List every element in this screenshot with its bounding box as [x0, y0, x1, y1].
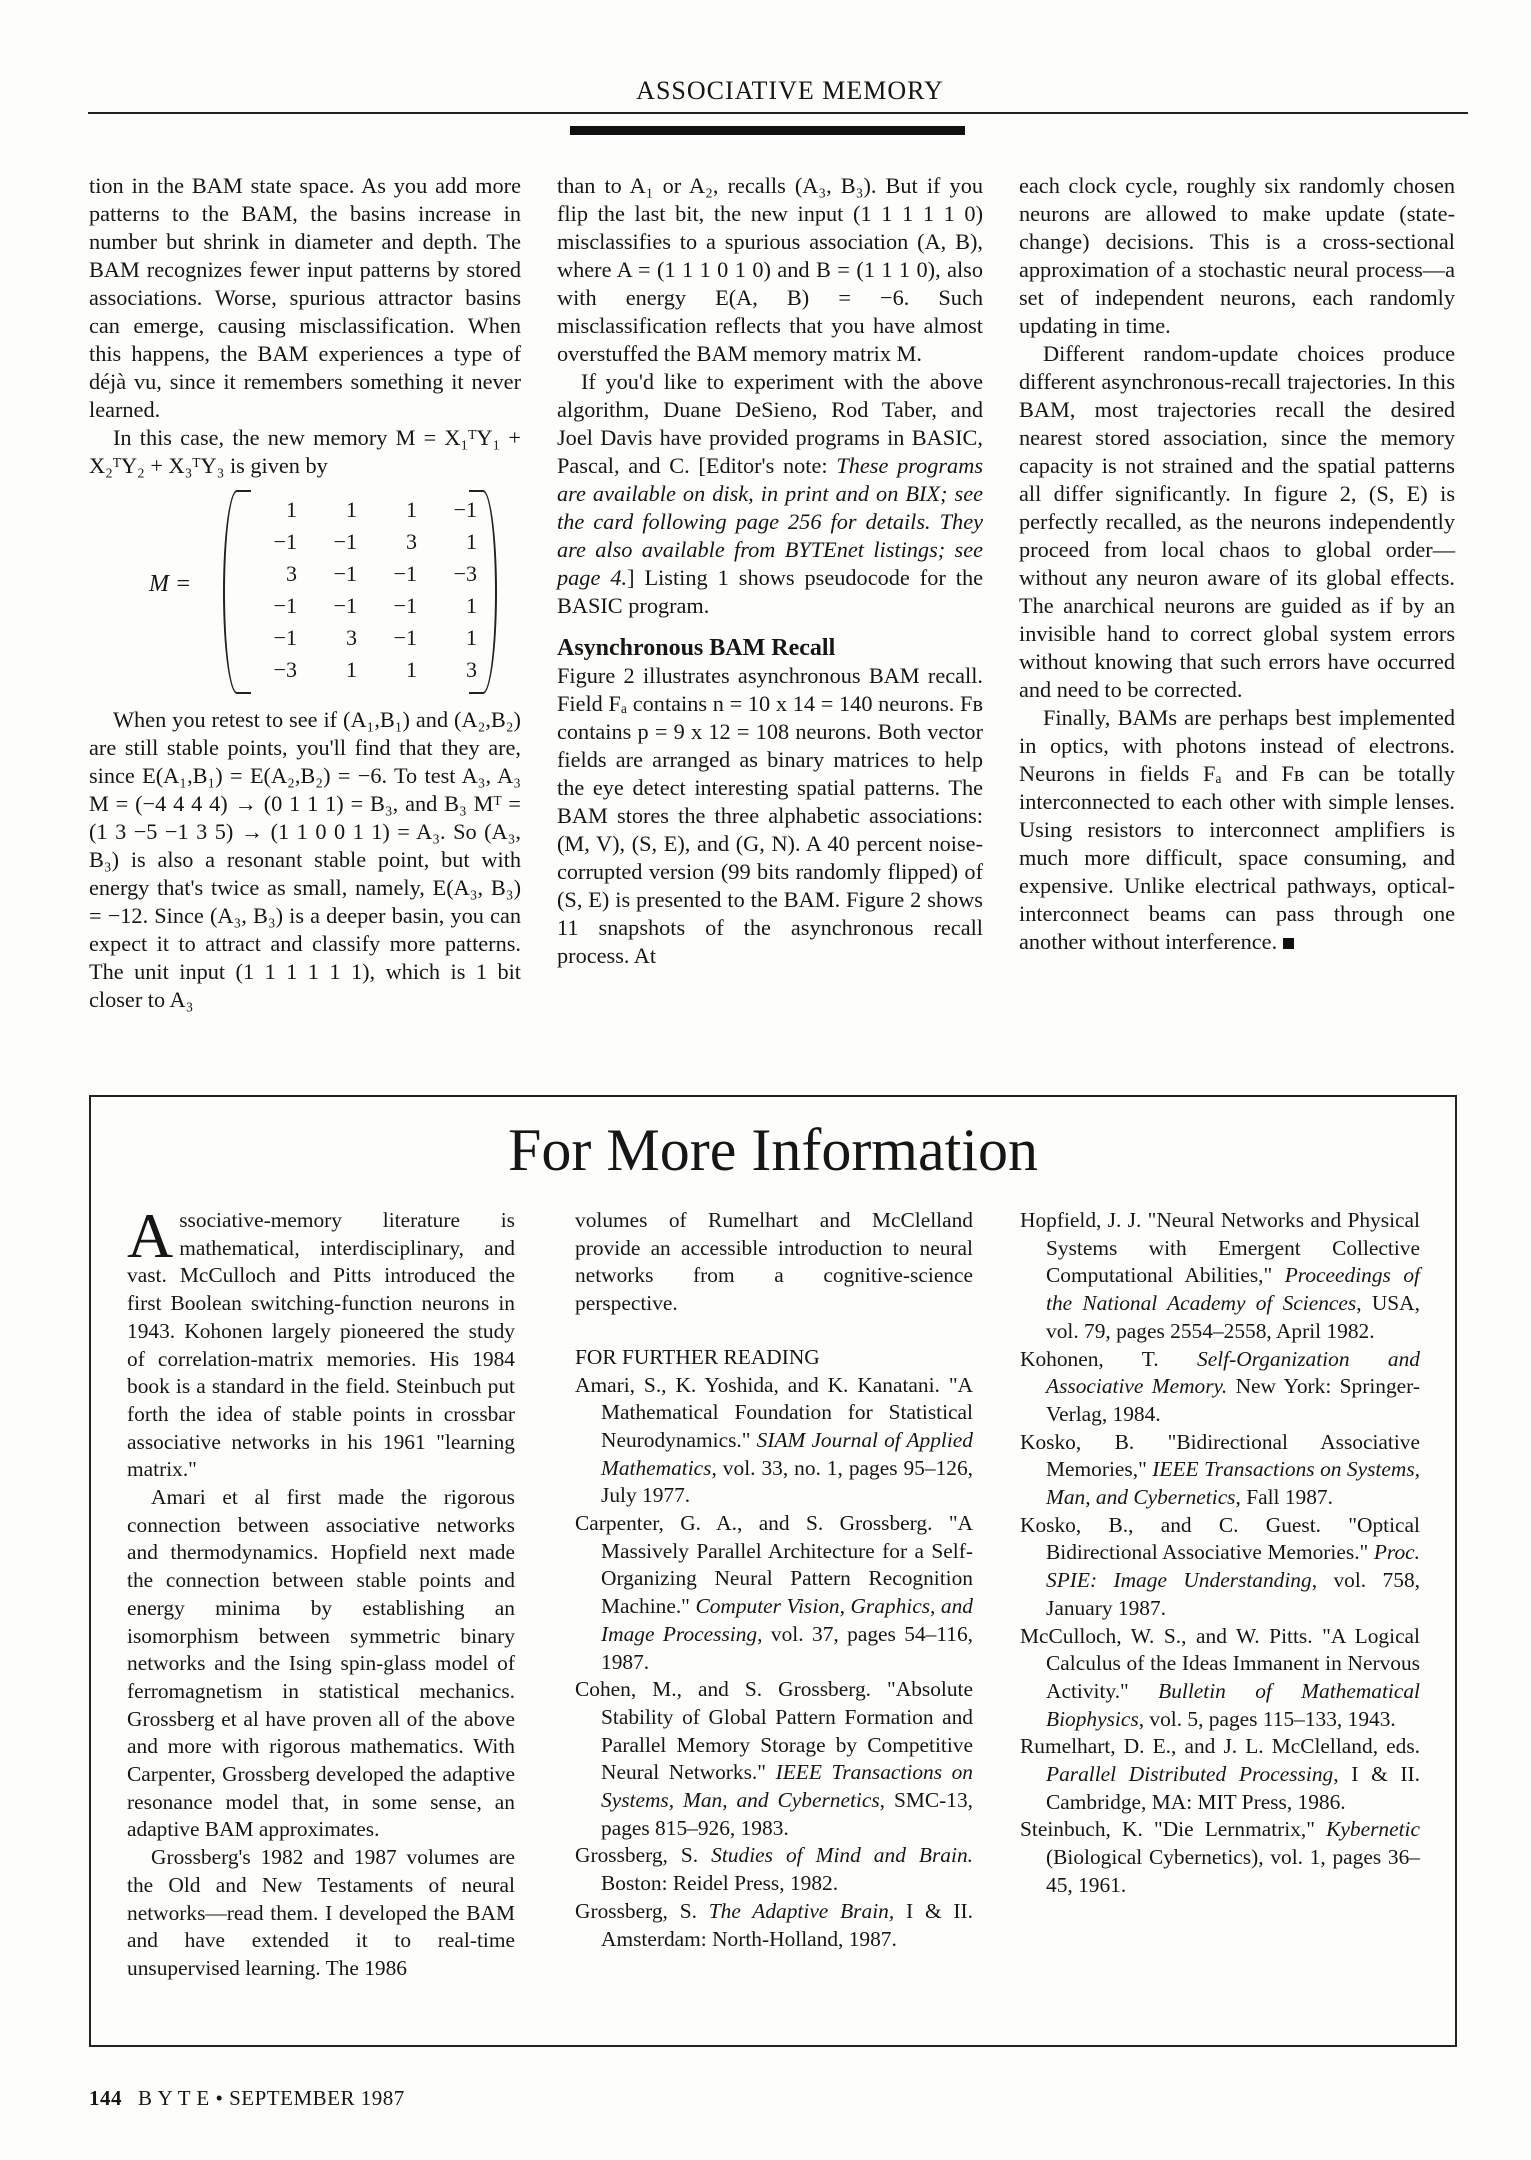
article-column-3 — [1019, 172, 1455, 956]
reference-item — [1020, 1429, 1420, 1512]
end-mark-icon — [1283, 938, 1294, 949]
editor-note: These programs are available on disk, in print and on BIX; see the card following page 256 for details. They are also available from BYTEnet listings; see page 4. — [557, 453, 983, 590]
matrix-row — [241, 590, 481, 622]
reference-item — [1020, 1623, 1420, 1734]
drop-cap: A — [127, 1200, 174, 1271]
reference-text: Rumelhart, D. E., and J. L. McClelland, eds. — [1020, 1734, 1420, 1759]
matrix-cell: 1 — [466, 625, 477, 650]
matrix-table — [241, 494, 481, 686]
reference-source: Proceedings of the National Academy of Sciences — [1046, 1263, 1420, 1316]
reference-text: Cohen, M., and S. Grossberg. "Absolute Stability of Global Pattern Formation and Parallel Memory Storage by Competitive Neural Networks." — [575, 1677, 973, 1785]
further-reading-heading: FOR FURTHER READING — [575, 1344, 820, 1369]
text-run: ] Listing 1 shows pseudocode for the BASIC program. — [557, 565, 983, 618]
matrix-cell: 1 — [466, 529, 477, 554]
reference-item — [1020, 1346, 1420, 1429]
matrix-cell: −1 — [333, 561, 357, 586]
matrix-row — [241, 558, 481, 590]
paragraph: Different random-update choices produce different asynchronous-recall trajectories. In this BAM, most trajectories recall the desired nearest stored association, since the memory capacity is not strained and the spatial patterns all differ significantly. In figure 2, (S, E) is perfectly recalled, as the neurons independently proceed from local chaos to global order—without any neuron aware of its global effects. The anarchical neurons are guided as if by an invisible hand to correct global system errors without knowing that such errors have occurred and need to be corrected. — [1019, 341, 1455, 702]
reference-source: Studies of Mind and Brain. — [711, 1843, 973, 1868]
paragraph: volumes of Rumelhart and McClelland provide an accessible introduction to neural networks from a cognitive-science perspective. — [575, 1208, 973, 1316]
reference-text: Kosko, B. "Bidirectional Associative Memories," — [1020, 1429, 1420, 1482]
reference-item — [1020, 1816, 1420, 1899]
reference-text: Kosko, B., and C. Guest. "Optical Bidirectional Associative Memories." — [1020, 1512, 1420, 1565]
page-footer — [89, 2086, 405, 2111]
matrix-cell: −1 — [273, 625, 297, 650]
paragraph: Amari et al first made the rigorous connection between associative networks and thermodynamics. Hopfield next made the connection between stable points and energy minima by establishing an isomorphism between symmetric binary networks and the Ising spin-glass model of ferromagnetism in statistical mechanics. Grossberg et al have proven all of the above and more with rigorous mathematics. With Carpenter, Grossberg developed the adaptive resonance model that, in some sense, an adaptive BAM approximates. — [127, 1485, 515, 1842]
header-bar — [570, 126, 965, 135]
reference-text: , vol. 758, January 1987. — [1046, 1568, 1420, 1620]
reference-source: IEEE Transactions on Systems, Man, and Cybernetics — [1046, 1457, 1420, 1510]
reference-source: Self-Organization and Associative Memory. — [1046, 1346, 1421, 1399]
reference-text: I & II. Amsterdam: North-Holland, 1987. — [601, 1898, 974, 1951]
matrix-cell: 3 — [406, 529, 417, 554]
box-column-2 — [575, 1207, 973, 1953]
matrix-cell: −1 — [393, 593, 417, 618]
matrix-row — [241, 526, 481, 558]
matrix-cell: −1 — [393, 625, 417, 650]
reference-source: IEEE Transactions on Systems, Man, and Cybernetics — [601, 1760, 973, 1813]
reference-list — [575, 1372, 973, 1954]
reference-list — [1020, 1207, 1420, 1900]
reference-text: New York: Springer-Verlag, 1984. — [1046, 1374, 1420, 1426]
reference-item — [575, 1898, 973, 1953]
reference-item — [575, 1510, 973, 1676]
paragraph: Grossberg's 1982 and 1987 volumes are the Old and New Testaments of neural networks—read them. I developed the BAM and have extended it to real-time unsupervised learning. The 1986 — [127, 1845, 515, 1980]
matrix-cell: −1 — [453, 497, 477, 522]
box-title: For More Information — [508, 1117, 1038, 1183]
reference-text: , SMC-13, pages 815–926, 1983. — [601, 1788, 973, 1840]
paragraph: Figure 2 illustrates asynchronous BAM recall. Field Fₐ contains n = 10 x 14 = 140 neurons. Fʙ contains p = 9 x 12 = 108 neurons. Both vector fields are arranged as binary matrices to help the eye detect interesting spatial patterns. The BAM stores the three alphabetic associations: (M, V), (S, E), and (G, N). A 40 percent noise-corrupted version (99 bits randomly flipped) of (S, E) is presented to the BAM. Figure 2 shows 11 snapshots of the asynchronous recall process. At — [557, 663, 983, 968]
reference-source: Kybernetic — [1326, 1817, 1420, 1842]
reference-text: , Fall 1987. — [1235, 1485, 1333, 1510]
matrix-cell: −1 — [273, 593, 297, 618]
paragraph — [1019, 704, 1455, 956]
matrix-cell: 1 — [406, 497, 417, 522]
reference-text: , USA, vol. 79, pages 2554–2558, April 1982. — [1046, 1291, 1420, 1343]
paragraph: In this case, the new memory M = X₁ᵀY₁ + X₂ᵀY₂ + X₃ᵀY₃ is given by — [89, 425, 521, 478]
matrix-cell: 1 — [346, 497, 357, 522]
reference-text: Grossberg, S. — [575, 1843, 712, 1868]
matrix-cell: 3 — [346, 625, 357, 650]
matrix-row — [241, 622, 481, 654]
matrix-cell: −1 — [333, 593, 357, 618]
reference-source: Bulletin of Mathematical Biophysics — [1046, 1678, 1420, 1731]
section-header-title: ASSOCIATIVE MEMORY — [636, 76, 944, 105]
reference-text: Amari, S., K. Yoshida, and K. Kanatani. "A Mathematical Foundation for Statistical Neurodynamics." — [575, 1372, 973, 1452]
publication-info: B Y T E • SEPTEMBER 1987 — [138, 2086, 405, 2110]
reference-item — [1020, 1733, 1420, 1816]
page-number: 144 — [89, 2086, 122, 2110]
reference-source: Computer Vision, Graphics, and Image Processing — [601, 1594, 974, 1646]
paragraph: tion in the BAM state space. As you add more patterns to the BAM, the basins increase in number but shrink in diameter and depth. The BAM recognizes fewer input patterns by stored associations. Worse, spurious attractor basins can emerge, causing misclassification. When this happens, the BAM experiences a type of déjà vu, since it remembers something it never learned. — [89, 173, 521, 422]
paragraph — [127, 1200, 515, 1484]
text-run: If you'd like to experiment with the above algorithm, Duane DeSieno, Rod Taber, and Joel Davis have provided programs in BASIC, Pascal, and C. [Editor's note: — [557, 369, 983, 478]
matrix-cell: −3 — [453, 561, 477, 586]
box-column-1 — [127, 1200, 515, 1983]
reference-text: , vol. 37, pages 54–116, 1987. — [601, 1621, 973, 1674]
reference-item — [1020, 1207, 1420, 1346]
box-column-3 — [1020, 1207, 1420, 1900]
reference-text: McCulloch, W. S., and W. Pitts. "A Logical Calculus of the Ideas Immanent in Nervous Activity." — [1020, 1623, 1420, 1703]
reference-text: , vol. 33, no. 1, pages 95–126, July 1977. — [601, 1455, 973, 1508]
reference-source: The Adaptive Brain, — [708, 1898, 895, 1923]
matrix-row — [241, 654, 481, 686]
text-run: Finally, BAMs are perhaps best implemented in optics, with photons instead of electrons. Neurons in fields Fₐ and Fʙ can be totally interconnected to each other with simple lenses. Using resistors to interconnect amplifiers is much more difficult, space consuming, and expensive. Unlike electrical pathways, optical-interconnect beams can pass through one another without interference. — [1019, 705, 1455, 954]
reference-item — [575, 1676, 973, 1842]
matrix-cell: 1 — [406, 657, 417, 682]
reference-text: , vol. 5, pages 115–133, 1943. — [1138, 1706, 1396, 1731]
reference-item — [575, 1372, 973, 1511]
reference-text: Hopfield, J. J. "Neural Networks and Physical Systems with Emergent Collective Computational Abilities," — [1020, 1208, 1420, 1288]
reference-text: Kohonen, T. — [1020, 1346, 1198, 1371]
matrix-label: M = — [149, 571, 192, 597]
matrix-cell: −1 — [393, 561, 417, 586]
matrix-cell: 1 — [466, 593, 477, 618]
reference-source: Proc. SPIE: Image Understanding — [1046, 1540, 1420, 1593]
matrix-cell: 1 — [286, 497, 297, 522]
reference-text: Grossberg, S. — [575, 1898, 709, 1923]
paragraph: than to A₁ or A₂, recalls (A₃, B₃). But if you flip the last bit, the new input (1 1 1 1 1 0) misclassifies to a spurious association (A, B), where A = (1 1 1 0 1 0) and B = (1 1 1 0), also with energy E(A, B) = −6. Such misclassification reflects that you have almost overstuffed the BAM memory matrix M. — [557, 173, 983, 366]
matrix-cell: 3 — [466, 657, 477, 682]
header-rule — [88, 112, 1468, 114]
reference-text: , I & II. Cambridge, MA: MIT Press, 1986. — [1046, 1762, 1421, 1814]
reference-text: Carpenter, G. A., and S. Grossberg. "A Massively Parallel Architecture for a Self-Organizing Neural Pattern Recognition Machine." — [575, 1511, 973, 1619]
paragraph: each clock cycle, roughly six randomly chosen neurons are allowed to make update (state-change) decisions. This is a cross-sectional approximation of a stochastic neural process—a set of independent neurons, each randomly updating in time. — [1019, 173, 1455, 338]
reference-source: SIAM Journal of Applied Mathematics — [601, 1427, 973, 1480]
article-column-1 — [89, 172, 521, 1014]
reference-text: (Biological Cybernetics), vol. 1, pages 36–45, 1961. — [1046, 1845, 1420, 1897]
matrix-cell: 1 — [346, 657, 357, 682]
matrix-cell: −1 — [273, 529, 297, 554]
reference-text: Boston: Reidel Press, 1982. — [601, 1871, 839, 1896]
reference-item — [1020, 1512, 1420, 1623]
matrix-cell: −1 — [333, 529, 357, 554]
more-info-box — [89, 1095, 1457, 2047]
article-column-2 — [557, 172, 983, 970]
reference-item — [575, 1842, 973, 1897]
matrix-row — [241, 494, 481, 526]
memory-matrix — [89, 490, 521, 698]
paragraph — [557, 368, 983, 620]
matrix-cell: 3 — [286, 561, 297, 586]
reference-source: Parallel Distributed Processing — [1046, 1762, 1334, 1787]
matrix-cell: −3 — [273, 657, 297, 682]
section-heading: Asynchronous BAM Recall — [557, 635, 836, 661]
reference-text: Steinbuch, K. "Die Lernmatrix," — [1020, 1817, 1327, 1842]
text-run: ssociative-memory literature is mathematical, interdisciplinary, and vast. McCulloch and Pitts introduced the first Boolean switching-function neurons in 1943. Kohonen largely pioneered the study of correlation-matrix memories. His 1984 book is a standard in the field. Steinbuch put forth the idea of stable points in crossbar associative networks in his 1961 "learning matrix." — [127, 1208, 515, 1482]
paragraph: When you retest to see if (A₁,B₁) and (A₂,B₂) are still stable points, you'll find that they are, since E(A₁,B₁) = E(A₂,B₂) = −6. To test A₃, A₃ M = (−4 4 4 4) → (0 1 1 1) = B₃, and B₃ Mᵀ = (1 3 −5 −1 3 5) → (1 1 0 0 1 1) = A₃. So (A₃, B₃) is also a resonant stable point, but with energy that's twice as small, namely, E(A₃, B₃) = −12. Since (A₃, B₃) is a deeper basin, you can expect it to attract and classify more patterns. The unit input (1 1 1 1 1 1), which is 1 bit closer to A₃ — [89, 707, 521, 1012]
